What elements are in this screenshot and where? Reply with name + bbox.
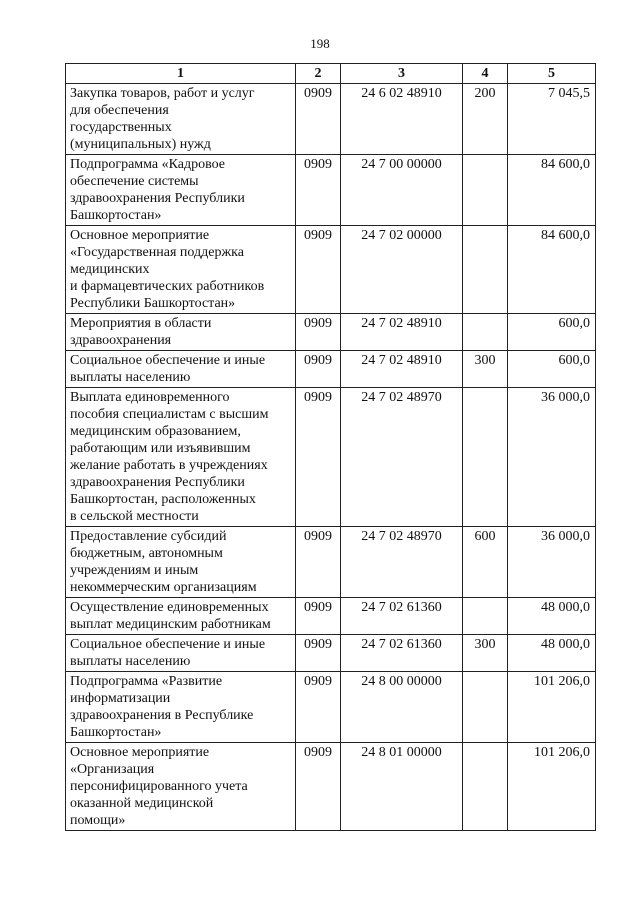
section-code-cell: 0909 [296, 314, 341, 351]
page-number: 198 [310, 36, 330, 51]
expense-type-cell [463, 388, 508, 527]
section-code-cell: 0909 [296, 351, 341, 388]
column-header: 4 [463, 64, 508, 84]
row-name-cell: Подпрограмма «Развитие информатизации здравоохранения в Республике Башкортостан» [66, 672, 296, 743]
row-name-cell: Мероприятия в области здравоохранения [66, 314, 296, 351]
target-code-cell: 24 7 02 48910 [341, 314, 463, 351]
expense-type-cell [463, 314, 508, 351]
table-row [66, 84, 596, 155]
target-code-cell: 24 7 02 48970 [341, 527, 463, 598]
section-code-cell: 0909 [296, 388, 341, 527]
amount-cell: 101 206,0 [508, 743, 596, 831]
table-body [66, 84, 596, 831]
amount-cell: 36 000,0 [508, 388, 596, 527]
row-name-cell: Выплата единовременного пособия специалистам с высшим медицинским образованием, работающим или изъявившим желание работать в учреждениях здравоохранения Республики Башкортостан, расположенных в сельской местности [66, 388, 296, 527]
amount-cell: 48 000,0 [508, 598, 596, 635]
section-code-cell: 0909 [296, 672, 341, 743]
budget-table [65, 63, 596, 831]
column-header: 2 [296, 64, 341, 84]
section-code-cell: 0909 [296, 155, 341, 226]
amount-cell: 600,0 [508, 314, 596, 351]
table-row [66, 527, 596, 598]
target-code-cell: 24 8 00 00000 [341, 672, 463, 743]
expense-type-cell: 600 [463, 527, 508, 598]
amount-cell: 7 045,5 [508, 84, 596, 155]
section-code-cell: 0909 [296, 598, 341, 635]
expense-type-cell [463, 226, 508, 314]
table-header-row [66, 64, 596, 84]
section-code-cell: 0909 [296, 635, 341, 672]
row-name-cell: Социальное обеспечение и иные выплаты населению [66, 635, 296, 672]
section-code-cell: 0909 [296, 84, 341, 155]
row-name-cell: Подпрограмма «Кадровое обеспечение системы здравоохранения Республики Башкортостан» [66, 155, 296, 226]
table-row [66, 351, 596, 388]
table-row [66, 635, 596, 672]
amount-cell: 84 600,0 [508, 155, 596, 226]
column-header: 3 [341, 64, 463, 84]
amount-cell: 36 000,0 [508, 527, 596, 598]
target-code-cell: 24 7 02 61360 [341, 598, 463, 635]
amount-cell: 600,0 [508, 351, 596, 388]
target-code-cell: 24 7 00 00000 [341, 155, 463, 226]
table-row [66, 672, 596, 743]
table-row [66, 388, 596, 527]
table-row [66, 598, 596, 635]
expense-type-cell [463, 672, 508, 743]
row-name-cell: Основное мероприятие «Государственная поддержка медицинских и фармацевтических работников Республики Башкортостан» [66, 226, 296, 314]
target-code-cell: 24 7 02 48910 [341, 351, 463, 388]
target-code-cell: 24 7 02 48970 [341, 388, 463, 527]
row-name-cell: Осуществление единовременных выплат медицинским работникам [66, 598, 296, 635]
expense-type-cell [463, 155, 508, 226]
table-row [66, 743, 596, 831]
target-code-cell: 24 7 02 61360 [341, 635, 463, 672]
section-code-cell: 0909 [296, 527, 341, 598]
table-row [66, 155, 596, 226]
row-name-cell: Закупка товаров, работ и услуг для обеспечения государственных (муниципальных) нужд [66, 84, 296, 155]
row-name-cell: Основное мероприятие «Организация персонифицированного учета оказанной медицинской помощи» [66, 743, 296, 831]
target-code-cell: 24 6 02 48910 [341, 84, 463, 155]
expense-type-cell: 200 [463, 84, 508, 155]
amount-cell: 84 600,0 [508, 226, 596, 314]
row-name-cell: Предоставление субсидий бюджетным, автономным учреждениям и иным некоммерческим организациям [66, 527, 296, 598]
section-code-cell: 0909 [296, 226, 341, 314]
row-name-cell: Социальное обеспечение и иные выплаты населению [66, 351, 296, 388]
column-header: 1 [66, 64, 296, 84]
column-header: 5 [508, 64, 596, 84]
expense-type-cell [463, 743, 508, 831]
expense-type-cell: 300 [463, 351, 508, 388]
section-code-cell: 0909 [296, 743, 341, 831]
amount-cell: 48 000,0 [508, 635, 596, 672]
target-code-cell: 24 7 02 00000 [341, 226, 463, 314]
amount-cell: 101 206,0 [508, 672, 596, 743]
table-row [66, 226, 596, 314]
expense-type-cell [463, 598, 508, 635]
expense-type-cell: 300 [463, 635, 508, 672]
table-row [66, 314, 596, 351]
target-code-cell: 24 8 01 00000 [341, 743, 463, 831]
